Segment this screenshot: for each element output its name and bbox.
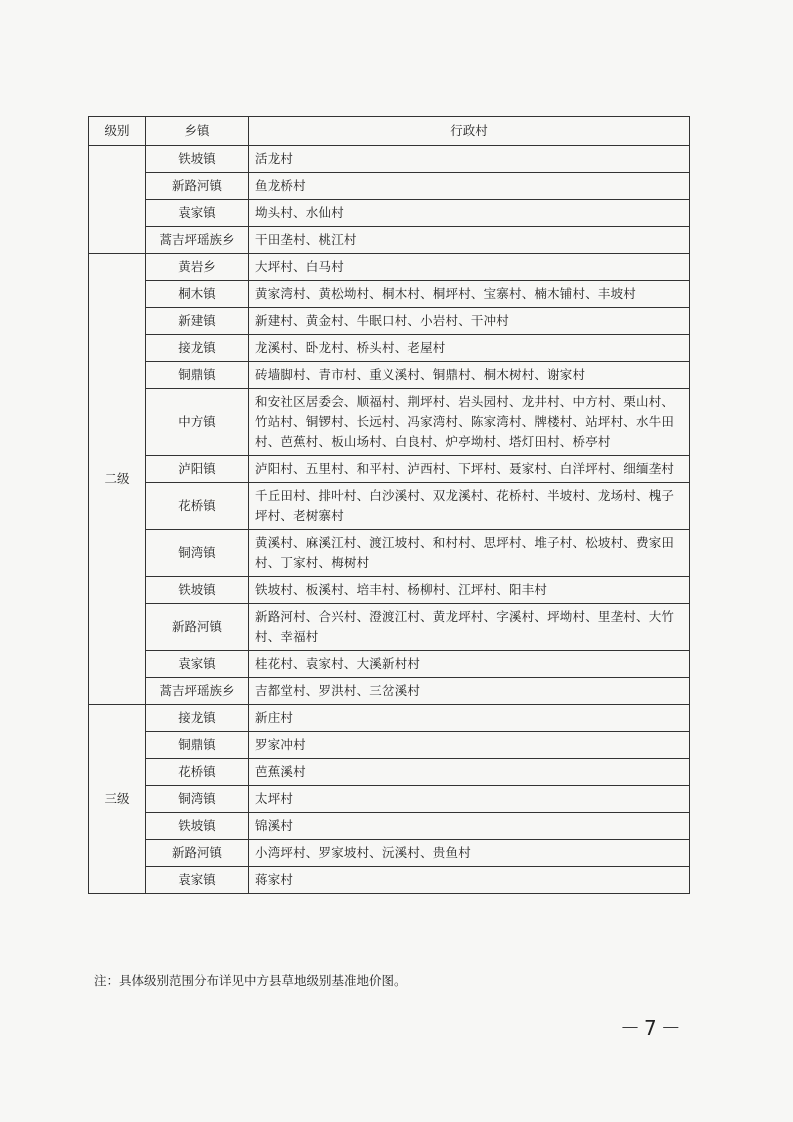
villages-cell: 泸阳村、五里村、和平村、泸西村、下坪村、聂家村、白洋坪村、细缅垄村 <box>249 456 690 483</box>
villages-cell: 铁坡村、板溪村、培丰村、杨柳村、江坪村、阳丰村 <box>249 577 690 604</box>
villages-cell: 大坪村、白马村 <box>249 254 690 281</box>
table-row <box>89 604 690 651</box>
level-cell: 二级 <box>89 254 146 705</box>
villages-cell: 千丘田村、排叶村、白沙溪村、双龙溪村、花桥村、半坡村、龙场村、槐子坪村、老树寨村 <box>249 483 690 530</box>
page-number: －7－ <box>620 1016 685 1040</box>
town-cell: 铜湾镇 <box>146 786 249 813</box>
town-cell: 蒿吉坪瑶族乡 <box>146 678 249 705</box>
level-cell: 三级 <box>89 705 146 894</box>
villages-cell: 新路河村、合兴村、澄渡江村、黄龙坪村、字溪村、坪坳村、里垄村、大竹村、幸福村 <box>249 604 690 651</box>
villages-cell: 活龙村 <box>249 146 690 173</box>
town-cell: 铜鼎镇 <box>146 362 249 389</box>
table-row <box>89 362 690 389</box>
villages-cell: 砖墙脚村、青市村、重义溪村、铜鼎村、桐木树村、谢家村 <box>249 362 690 389</box>
table-row <box>89 173 690 200</box>
table-row <box>89 281 690 308</box>
table-row <box>89 389 690 456</box>
table-row <box>89 530 690 577</box>
table-row <box>89 456 690 483</box>
town-cell: 袁家镇 <box>146 651 249 678</box>
town-cell: 接龙镇 <box>146 335 249 362</box>
villages-cell: 龙溪村、卧龙村、桥头村、老屋村 <box>249 335 690 362</box>
town-cell: 蒿吉坪瑶族乡 <box>146 227 249 254</box>
table-row <box>89 146 690 173</box>
town-cell: 新路河镇 <box>146 604 249 651</box>
table-row <box>89 254 690 281</box>
villages-cell: 小湾坪村、罗家坡村、沅溪村、贵鱼村 <box>249 840 690 867</box>
table-row <box>89 308 690 335</box>
town-cell: 接龙镇 <box>146 705 249 732</box>
header-level: 级别 <box>89 117 146 146</box>
villages-cell: 太坪村 <box>249 786 690 813</box>
table-body <box>89 146 690 894</box>
table-row <box>89 840 690 867</box>
town-cell: 新路河镇 <box>146 173 249 200</box>
villages-cell: 鱼龙桥村 <box>249 173 690 200</box>
villages-cell: 罗家冲村 <box>249 732 690 759</box>
town-cell: 新路河镇 <box>146 840 249 867</box>
town-cell: 铁坡镇 <box>146 577 249 604</box>
town-cell: 黄岩乡 <box>146 254 249 281</box>
villages-cell: 蒋家村 <box>249 867 690 894</box>
table-row <box>89 483 690 530</box>
villages-cell: 吉都堂村、罗洪村、三岔溪村 <box>249 678 690 705</box>
town-cell: 中方镇 <box>146 389 249 456</box>
table-row <box>89 678 690 705</box>
level-cell <box>89 146 146 254</box>
villages-cell: 芭蕉溪村 <box>249 759 690 786</box>
villages-cell: 新建村、黄金村、牛眠口村、小岩村、干冲村 <box>249 308 690 335</box>
land-level-table <box>88 116 690 894</box>
table-row <box>89 759 690 786</box>
table-row <box>89 705 690 732</box>
villages-cell: 黄溪村、麻溪江村、渡江坡村、和村村、思坪村、堆子村、松坡村、费家田村、丁家村、梅树村 <box>249 530 690 577</box>
villages-cell: 坳头村、水仙村 <box>249 200 690 227</box>
villages-cell: 锦溪村 <box>249 813 690 840</box>
table-row <box>89 732 690 759</box>
town-cell: 桐木镇 <box>146 281 249 308</box>
table-row <box>89 227 690 254</box>
town-cell: 铁坡镇 <box>146 146 249 173</box>
table-header-row <box>89 117 690 146</box>
table-row <box>89 813 690 840</box>
town-cell: 泸阳镇 <box>146 456 249 483</box>
villages-cell: 和安社区居委会、顺福村、荆坪村、岩头园村、龙井村、中方村、栗山村、竹站村、铜锣村、长远村、冯家湾村、陈家湾村、牌楼村、站坪村、水牛田村、芭蕉村、板山场村、白良村、炉亭坳村、塔灯田村、桥亭村 <box>249 389 690 456</box>
town-cell: 花桥镇 <box>146 483 249 530</box>
town-cell: 铜湾镇 <box>146 530 249 577</box>
table-row <box>89 200 690 227</box>
villages-cell: 黄家湾村、黄松坳村、桐木村、桐坪村、宝寨村、楠木铺村、丰坡村 <box>249 281 690 308</box>
footnote: 注：具体级别范围分布详见中方县草地级别基准地价图。 <box>94 973 407 988</box>
villages-cell: 桂花村、袁家村、大溪新村村 <box>249 651 690 678</box>
town-cell: 袁家镇 <box>146 867 249 894</box>
town-cell: 花桥镇 <box>146 759 249 786</box>
header-town: 乡镇 <box>146 117 249 146</box>
table-row <box>89 335 690 362</box>
town-cell: 袁家镇 <box>146 200 249 227</box>
town-cell: 铜鼎镇 <box>146 732 249 759</box>
table-row <box>89 577 690 604</box>
villages-cell: 新庄村 <box>249 705 690 732</box>
header-villages: 行政村 <box>249 117 690 146</box>
villages-cell: 干田垄村、桃江村 <box>249 227 690 254</box>
table-row <box>89 786 690 813</box>
town-cell: 新建镇 <box>146 308 249 335</box>
table-row <box>89 651 690 678</box>
table-row <box>89 867 690 894</box>
town-cell: 铁坡镇 <box>146 813 249 840</box>
